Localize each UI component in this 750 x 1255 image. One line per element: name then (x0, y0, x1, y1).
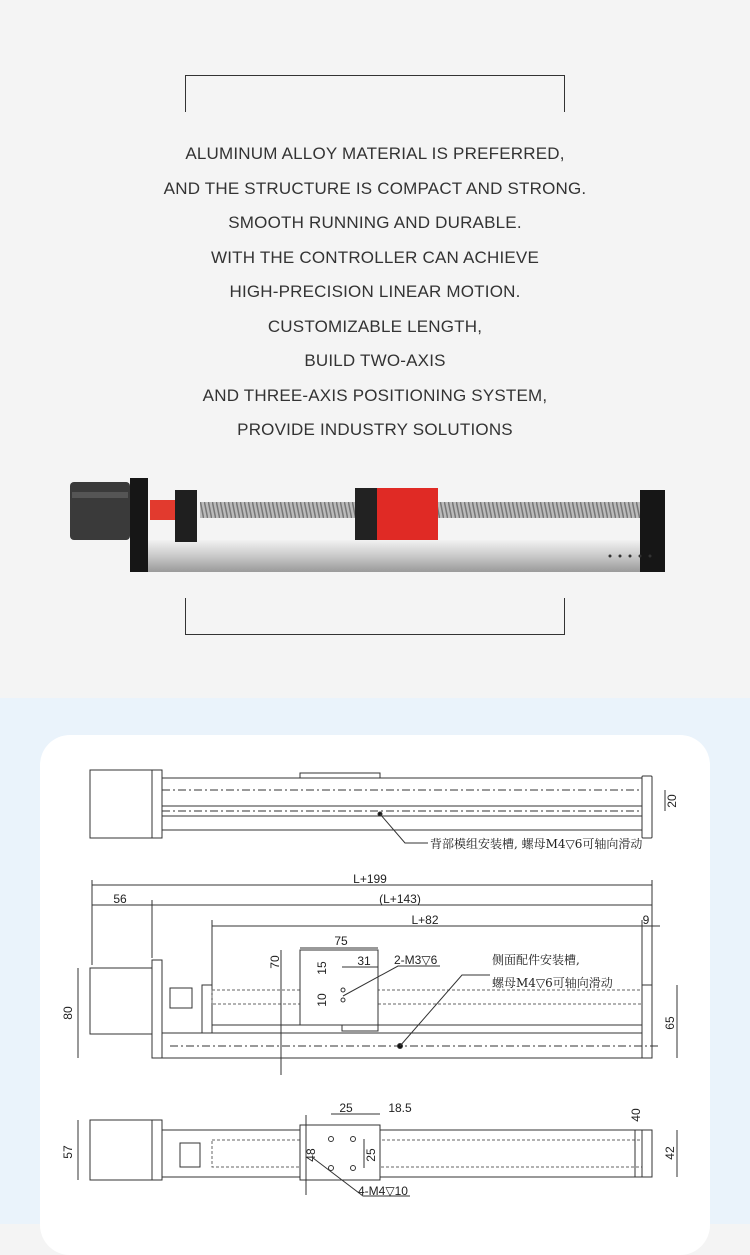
dim-10: 10 (315, 993, 329, 1007)
description-line: HIGH-PRECISION LINEAR MOTION. (229, 282, 521, 301)
dim-31: 31 (357, 954, 371, 968)
top-view-note: 背部模组安装槽, 螺母M4▽6可轴向滑动 (430, 837, 643, 851)
dim-25b: 25 (364, 1148, 378, 1162)
thread-holes-label: 2-M3▽6 (394, 953, 438, 967)
technical-drawing (0, 698, 750, 1224)
dim-57: 57 (61, 1145, 75, 1159)
description-line: CUSTOMIZABLE LENGTH, (267, 316, 483, 336)
aluminum-rail (148, 540, 665, 572)
dimension-drawing-section (0, 698, 750, 1224)
dim-end: 9 (642, 913, 650, 927)
dim-offset: 18.5 (388, 1101, 412, 1115)
end-plate (640, 490, 665, 572)
dim-42: 42 (663, 1146, 677, 1160)
dim-48: 48 (304, 1148, 318, 1162)
dim-motor: 56 (113, 892, 127, 906)
description-line: SMOOTH RUNNING AND DURABLE. (228, 213, 522, 232)
dim-80: 80 (61, 1006, 75, 1020)
mounting-holes-label: 4-M4▽10 (358, 1184, 408, 1198)
motor-mount-plate (130, 478, 148, 572)
top-view-drawing (90, 770, 665, 843)
coupling (150, 500, 176, 520)
description-line: WITH THE CONTROLLER CAN ACHIEVE (211, 247, 539, 267)
dim-overall: L+199 (353, 872, 387, 886)
dim-body: (L+143) (379, 892, 421, 906)
description-line: BUILD TWO-AXIS (304, 351, 446, 370)
dim-40: 40 (629, 1108, 643, 1122)
dim-65: 65 (663, 1016, 677, 1030)
stepper-motor (70, 482, 130, 540)
dim-20: 20 (665, 794, 679, 808)
dim-stroke: L+82 (411, 913, 439, 927)
dim-15: 15 (315, 961, 329, 975)
dim-70: 70 (268, 955, 282, 969)
description-line: AND THE STRUCTURE IS COMPACT AND STRONG. (163, 178, 587, 198)
side-note-line2: 螺母M4▽6可轴向滑动 (492, 976, 613, 990)
side-note-line1: 侧面配件安装槽, (492, 953, 580, 967)
description-line: ALUMINUM ALLOY MATERIAL IS PREFERRED, (185, 144, 565, 163)
description-line: AND THREE-AXIS POSITIONING SYSTEM, (202, 385, 548, 405)
dim-carriage-length: 75 (334, 934, 348, 948)
dim-hole-spacing: 25 (339, 1101, 353, 1115)
bearing-block (175, 490, 197, 542)
bottom-frame-bracket (185, 598, 565, 635)
description-line: PROVIDE INDUSTRY SOLUTIONS (237, 420, 513, 439)
